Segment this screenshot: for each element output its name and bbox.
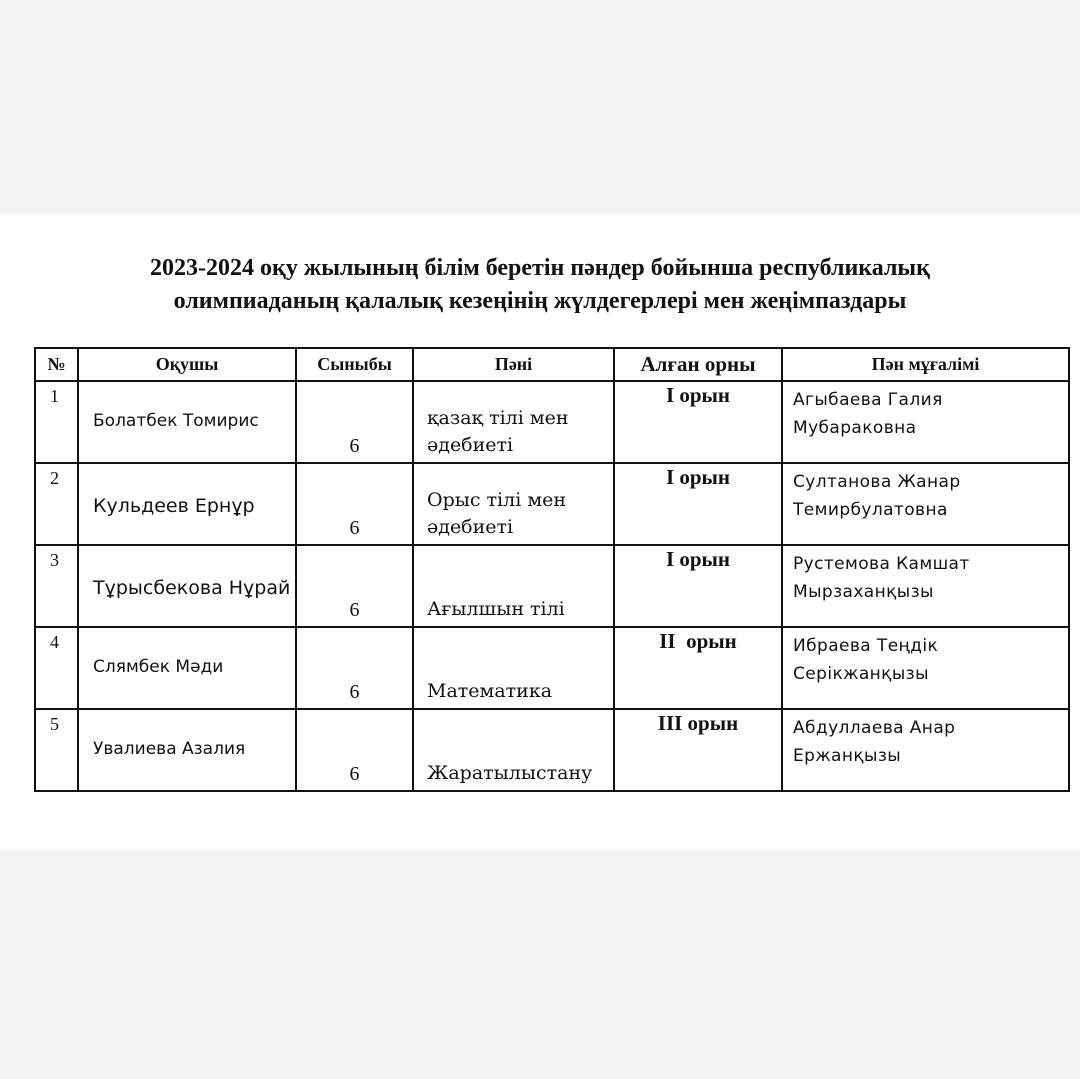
teacher-name [793,550,970,606]
row-number: 1 [50,386,59,406]
table-row [35,709,1069,791]
subject-name [427,596,565,623]
cell-student [78,381,296,463]
grade-value: 6 [349,763,360,785]
teacher-line: Агыбаева Галия [793,390,943,410]
student-name: Тұрысбекова Нұрай [93,577,291,599]
cell-place [614,545,782,627]
student-name: Слямбек Мәди [93,657,224,677]
cell-grade [296,463,413,545]
teacher-line: Султанова Жанар [793,472,961,492]
cell-student [78,463,296,545]
cell-number [35,463,78,545]
cell-student [78,709,296,791]
header-grade: Сыныбы [296,348,413,381]
document-page [0,214,1080,850]
subject-line: Математика [427,680,553,702]
cell-student [78,545,296,627]
cell-place [614,463,782,545]
cell-grade [296,709,413,791]
subject-name [427,760,592,787]
place-value: III орын [657,711,739,735]
teacher-line: Мубараковна [793,418,917,438]
title-line-1: 2023-2024 оқу жылының білім беретін пәндер бойынша республикалық [150,255,930,281]
teacher-line: Мырзаханқызы [793,582,934,602]
place-value: I орын [665,383,731,407]
place-value: I орын [665,465,731,489]
teacher-line: Абдуллаева Анар [793,718,956,738]
cell-place [614,627,782,709]
grade-value: 6 [349,435,360,457]
cell-teacher [782,381,1069,463]
table-row [35,545,1069,627]
place-value: I орын [665,547,731,571]
cell-subject [413,381,614,463]
student-name: Увалиева Азалия [93,739,246,759]
cell-teacher [782,627,1069,709]
subject-line: Жаратылыстану [427,762,593,784]
grade-value: 6 [349,599,360,621]
header-number: № [35,348,78,381]
teacher-line: Серікжанқызы [793,664,929,684]
table-row [35,463,1069,545]
title-line-2: олимпиаданың қалалық кезеңінің жүлдегерлері мен жеңімпаздары [173,288,907,314]
grade-value: 6 [349,681,360,703]
teacher-line: Рустемова Камшат [793,554,970,574]
subject-line: Ағылшын тілі [427,598,565,620]
subject-line: Орыс тілі мен [427,489,567,511]
cell-place [614,709,782,791]
teacher-line: Ержанқызы [793,746,902,766]
cell-teacher [782,463,1069,545]
cell-subject [413,709,614,791]
subject-line: қазақ тілі мен [427,407,569,429]
cell-student [78,627,296,709]
subject-name [427,405,569,459]
teacher-name [793,632,938,688]
teacher-name [793,386,943,442]
header-subject: Пәні [413,348,614,381]
cell-number [35,381,78,463]
subject-name [427,487,566,541]
teacher-name [793,714,955,770]
row-number: 4 [50,632,59,652]
row-number: 3 [50,550,59,570]
subject-line: әдебиеті [427,516,514,538]
row-number: 2 [50,468,59,488]
cell-number [35,545,78,627]
student-name: Болатбек Томирис [93,411,259,431]
cell-grade [296,627,413,709]
cell-teacher [782,545,1069,627]
table-row [35,381,1069,463]
header-teacher: Пән мұғалімі [782,348,1069,381]
teacher-line: Ибраева Теңдік [793,636,939,656]
table-header-row [35,348,1069,381]
cell-grade [296,545,413,627]
cell-subject [413,627,614,709]
row-number: 5 [50,714,59,734]
header-student: Оқушы [78,348,296,381]
header-place: Алған орны [614,348,782,381]
subject-name [427,678,552,705]
document-title [0,252,1080,318]
cell-subject [413,545,614,627]
cell-number [35,709,78,791]
teacher-name [793,468,961,524]
winners-table [34,347,1070,792]
cell-subject [413,463,614,545]
table-row [35,627,1069,709]
student-name: Кульдеев Ернұр [93,495,255,517]
place-value: II орын [659,629,737,653]
subject-line: әдебиеті [427,434,514,456]
cell-number [35,627,78,709]
cell-place [614,381,782,463]
grade-value: 6 [349,517,360,539]
cell-grade [296,381,413,463]
teacher-line: Темирбулатовна [793,500,948,520]
cell-teacher [782,709,1069,791]
